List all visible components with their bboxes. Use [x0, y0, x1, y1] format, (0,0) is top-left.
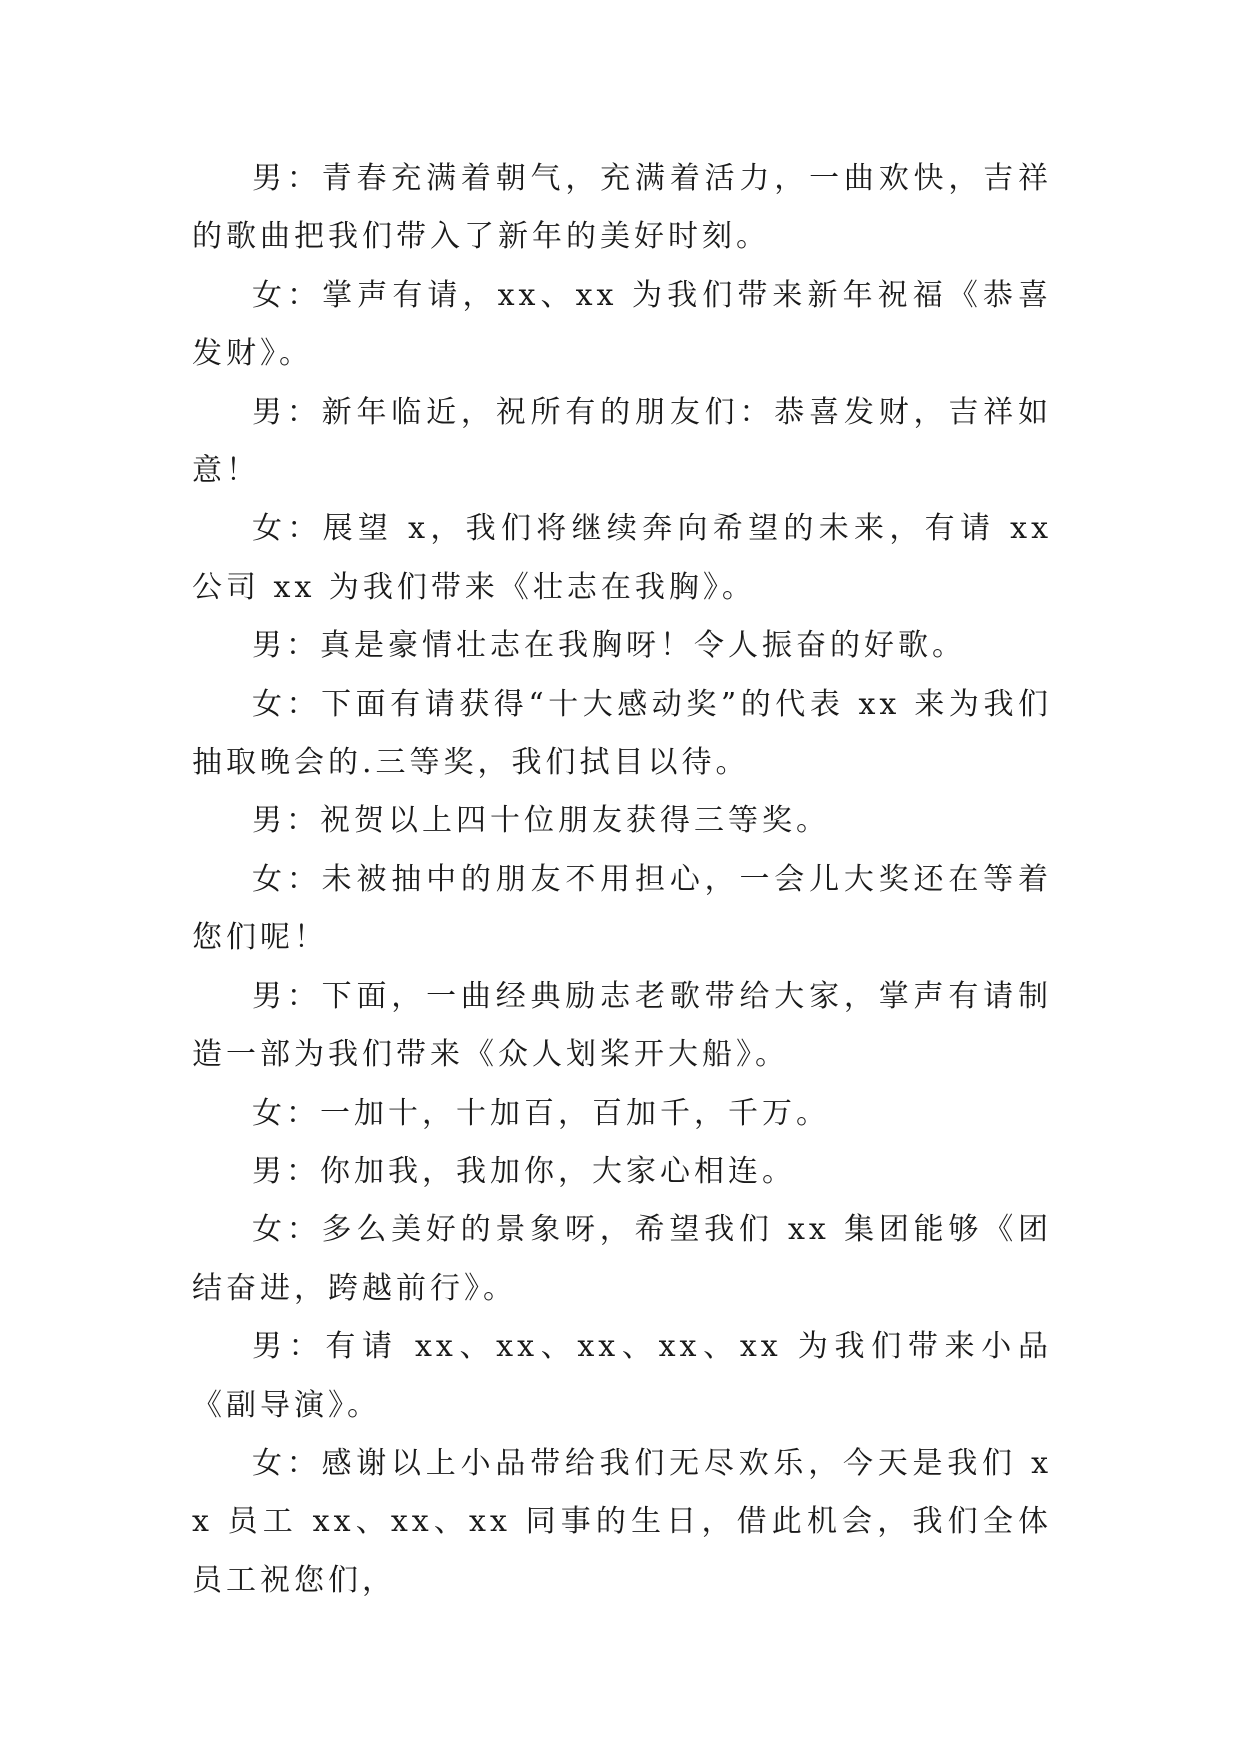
- document-page: [192, 150, 1052, 1610]
- dialogue-paragraph: 男：青春充满着朝气，充满着活力，一曲欢快，吉祥的歌曲把我们带入了新年的美好时刻。: [192, 161, 1052, 255]
- dialogue-paragraph: 女：感谢以上小品带给我们无尽欢乐，今天是我们 xx 员工 xx、xx、xx 同事的生日，借此机会，我们全体员工祝您们，: [192, 1445, 1052, 1598]
- dialogue-paragraph: 男：真是豪情壮志在我胸呀！令人振奋的好歌。: [252, 628, 966, 664]
- dialogue-paragraph: 女：一加十，十加百，百加千，千万。: [252, 1095, 830, 1131]
- dialogue-paragraph: 女：未被抽中的朋友不用担心，一会儿大奖还在等着您们呢！: [192, 861, 1052, 956]
- dialogue-paragraph: 女：下面有请获得“十大感动奖”的代表 xx 来为我们抽取晚会的.三等奖，我们拭目以待。: [192, 686, 1052, 781]
- dialogue-paragraph: 男：下面，一曲经典励志老歌带给大家，掌声有请制造一部为我们带来《众人划桨开大船》。: [192, 978, 1052, 1073]
- dialogue-paragraph: 女：展望 x，我们将继续奔向希望的未来，有请 xx 公司 xx 为我们带来《壮志在我胸》。: [192, 511, 1052, 605]
- dialogue-paragraph: 男：祝贺以上四十位朋友获得三等奖。: [252, 803, 830, 839]
- dialogue-paragraph: 女：掌声有请，xx、xx 为我们带来新年祝福《恭喜发财》。: [192, 277, 1052, 372]
- dialogue-paragraph: 男：你加我，我加你，大家心相连。: [252, 1153, 796, 1189]
- dialogue-paragraph: 女：多么美好的景象呀，希望我们 xx 集团能够《团结奋进，跨越前行》。: [192, 1212, 1052, 1306]
- dialogue-paragraph: 男：新年临近，祝所有的朋友们：恭喜发财，吉祥如意！: [192, 394, 1052, 489]
- dialogue-paragraph: 男：有请 xx、xx、xx、xx、xx 为我们带来小品《副导演》。: [192, 1329, 1052, 1423]
